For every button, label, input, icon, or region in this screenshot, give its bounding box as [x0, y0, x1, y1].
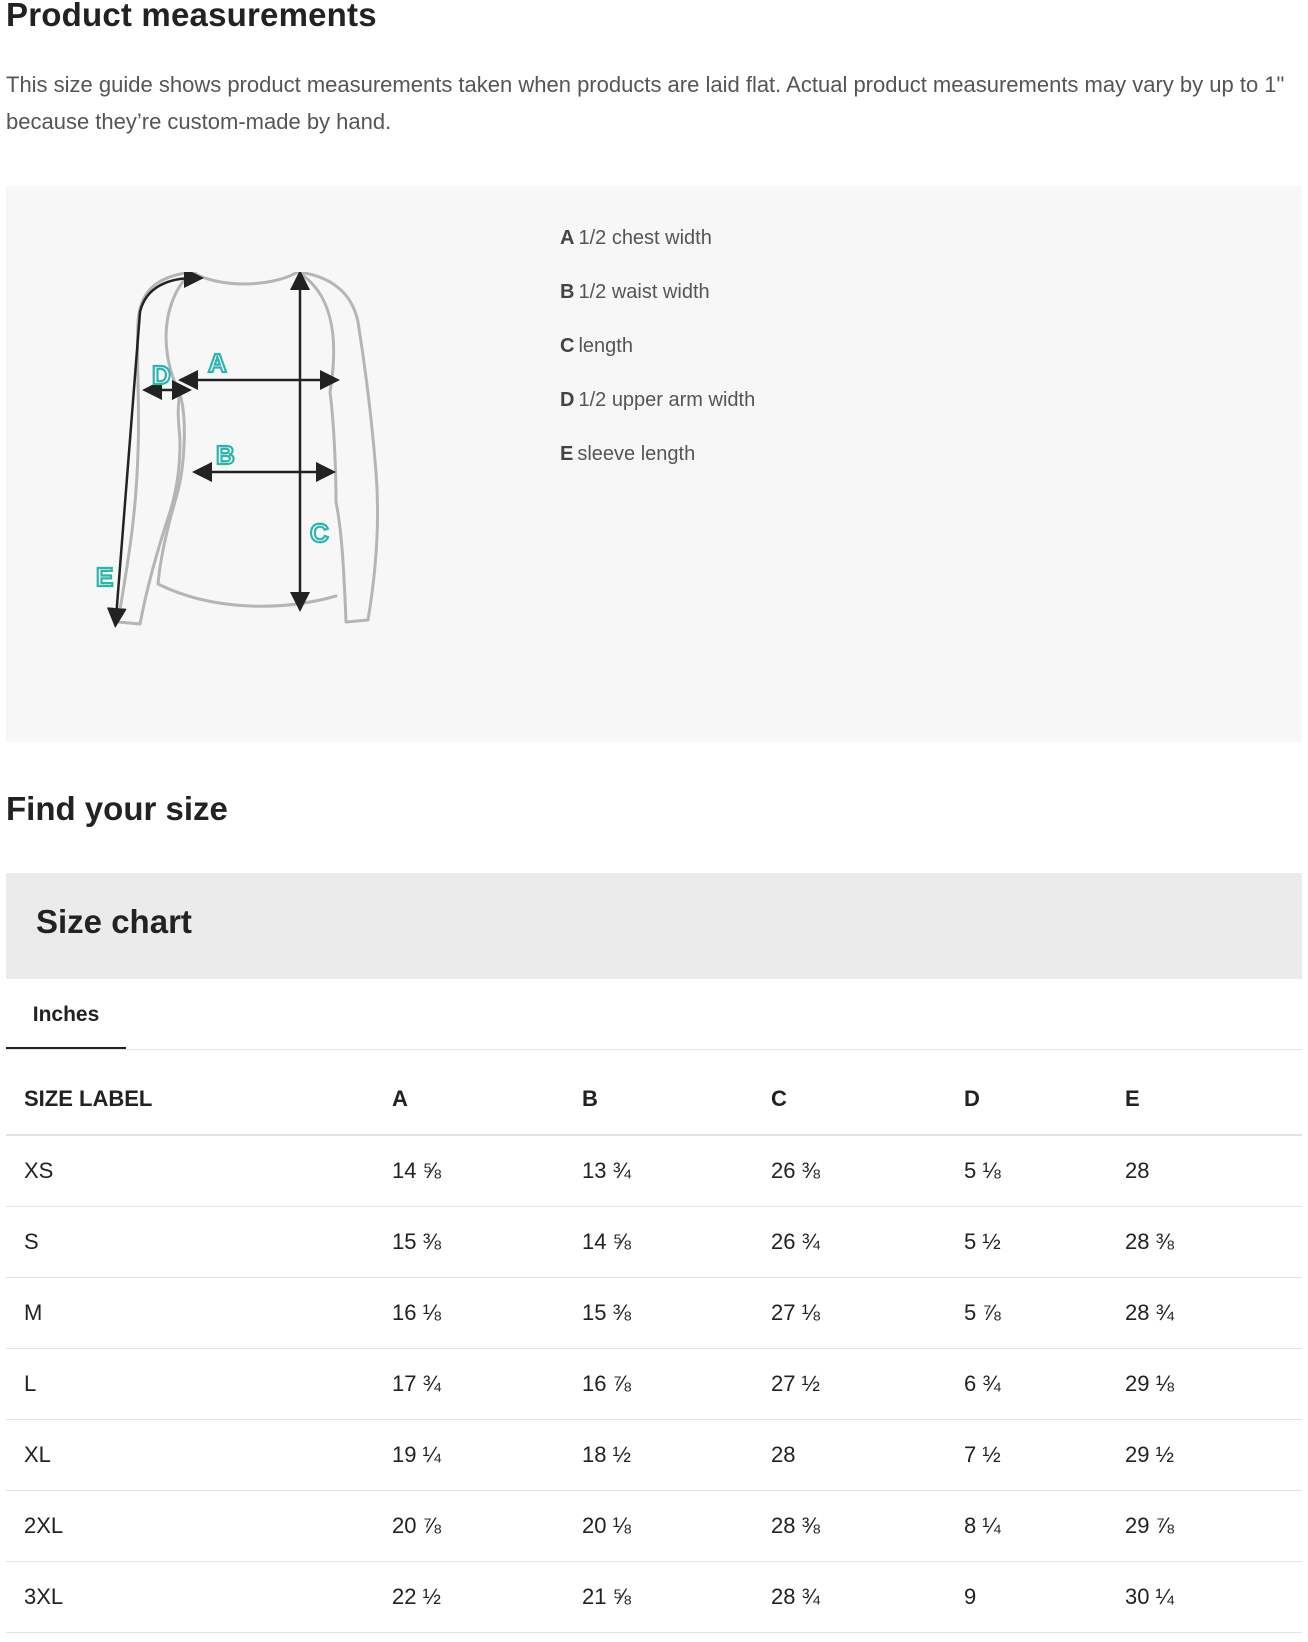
legend-text: sleeve length: [577, 443, 696, 465]
table-cell: 20 ⅞: [374, 1491, 564, 1562]
table-cell: 28 ¾: [1107, 1278, 1302, 1349]
table-cell: S: [6, 1207, 374, 1278]
legend-item: [560, 280, 755, 334]
column-header: E: [1107, 1064, 1302, 1135]
table-cell: 20 ⅛: [564, 1491, 753, 1562]
table-header-row: [6, 1064, 1302, 1135]
table-cell: 28: [1107, 1135, 1302, 1207]
column-header: B: [564, 1064, 753, 1135]
legend-key: B: [560, 281, 575, 303]
longsleeve-shirt-diagram: [90, 272, 430, 672]
table-cell: 2XL: [6, 1491, 374, 1562]
table-cell: 28 ¾: [753, 1562, 946, 1633]
size-table: [6, 1064, 1302, 1633]
table-row: [6, 1207, 1302, 1278]
table-cell: 15 ⅜: [564, 1278, 753, 1349]
diagram-label-c: C: [310, 518, 329, 548]
table-cell: 27 ⅛: [753, 1278, 946, 1349]
column-header: A: [374, 1064, 564, 1135]
table-cell: 29 ⅛: [1107, 1349, 1302, 1420]
tab-inches[interactable]: Inches: [32, 1003, 100, 1026]
legend-key: A: [560, 227, 575, 249]
table-cell: 14 ⅝: [374, 1135, 564, 1207]
table-cell: 5 ⅛: [946, 1135, 1107, 1207]
size-chart-header: [6, 873, 1302, 979]
table-cell: 29 ⅞: [1107, 1491, 1302, 1562]
legend-text: length: [578, 335, 633, 357]
legend-text: 1/2 chest width: [578, 227, 712, 249]
table-cell: 29 ½: [1107, 1420, 1302, 1491]
legend-text: 1/2 upper arm width: [578, 389, 756, 411]
table-cell: 9: [946, 1562, 1107, 1633]
legend-item: [560, 334, 755, 388]
column-header: C: [753, 1064, 946, 1135]
find-size-title: Find your size: [6, 790, 228, 827]
table-cell: XL: [6, 1420, 374, 1491]
diagram-label-e: E: [96, 562, 114, 592]
column-header: D: [946, 1064, 1107, 1135]
table-cell: XS: [6, 1135, 374, 1207]
table-cell: 16 ⅛: [374, 1278, 564, 1349]
measurement-legend: [560, 226, 755, 496]
table-cell: 15 ⅜: [374, 1207, 564, 1278]
legend-item: [560, 442, 755, 496]
diagram-label-a: A: [208, 348, 227, 378]
table-cell: 28: [753, 1420, 946, 1491]
page-title: Product measurements: [6, 0, 377, 33]
column-header: SIZE LABEL: [6, 1064, 374, 1135]
table-cell: 28 ⅜: [753, 1491, 946, 1562]
table-cell: 28 ⅜: [1107, 1207, 1302, 1278]
table-cell: 21 ⅝: [564, 1562, 753, 1633]
table-cell: 27 ½: [753, 1349, 946, 1420]
size-chart-title: Size chart: [36, 903, 192, 940]
table-cell: 19 ¼: [374, 1420, 564, 1491]
diagram-label-b: B: [216, 440, 235, 470]
table-cell: 8 ¼: [946, 1491, 1107, 1562]
table-row: [6, 1135, 1302, 1207]
table-cell: 3XL: [6, 1562, 374, 1633]
table-cell: 26 ¾: [753, 1207, 946, 1278]
tab-divider: [6, 1049, 1302, 1050]
table-cell: 6 ¾: [946, 1349, 1107, 1420]
table-row: [6, 1562, 1302, 1633]
table-cell: 18 ½: [564, 1420, 753, 1491]
table-cell: 17 ¾: [374, 1349, 564, 1420]
legend-text: 1/2 waist width: [578, 281, 710, 303]
table-cell: 7 ½: [946, 1420, 1107, 1491]
legend-item: [560, 226, 755, 280]
table-row: [6, 1278, 1302, 1349]
table-cell: 5 ½: [946, 1207, 1107, 1278]
legend-key: C: [560, 335, 575, 357]
table-cell: L: [6, 1349, 374, 1420]
legend-key: D: [560, 389, 575, 411]
table-cell: 16 ⅞: [564, 1349, 753, 1420]
measurement-description: This size guide shows product measurements taken when products are laid flat. Actual product measurements may vary by up to 1" because they’re custom-made by hand.: [6, 72, 1285, 134]
table-cell: 30 ¼: [1107, 1562, 1302, 1633]
table-cell: M: [6, 1278, 374, 1349]
table-cell: 14 ⅝: [564, 1207, 753, 1278]
table-cell: 13 ¾: [564, 1135, 753, 1207]
measurement-panel: [6, 186, 1302, 742]
table-cell: 5 ⅞: [946, 1278, 1107, 1349]
table-cell: 26 ⅜: [753, 1135, 946, 1207]
table-row: [6, 1420, 1302, 1491]
table-row: [6, 1491, 1302, 1562]
diagram-label-d: D: [152, 360, 171, 390]
legend-key: E: [560, 443, 574, 465]
legend-item: [560, 388, 755, 442]
table-row: [6, 1349, 1302, 1420]
table-cell: 22 ½: [374, 1562, 564, 1633]
